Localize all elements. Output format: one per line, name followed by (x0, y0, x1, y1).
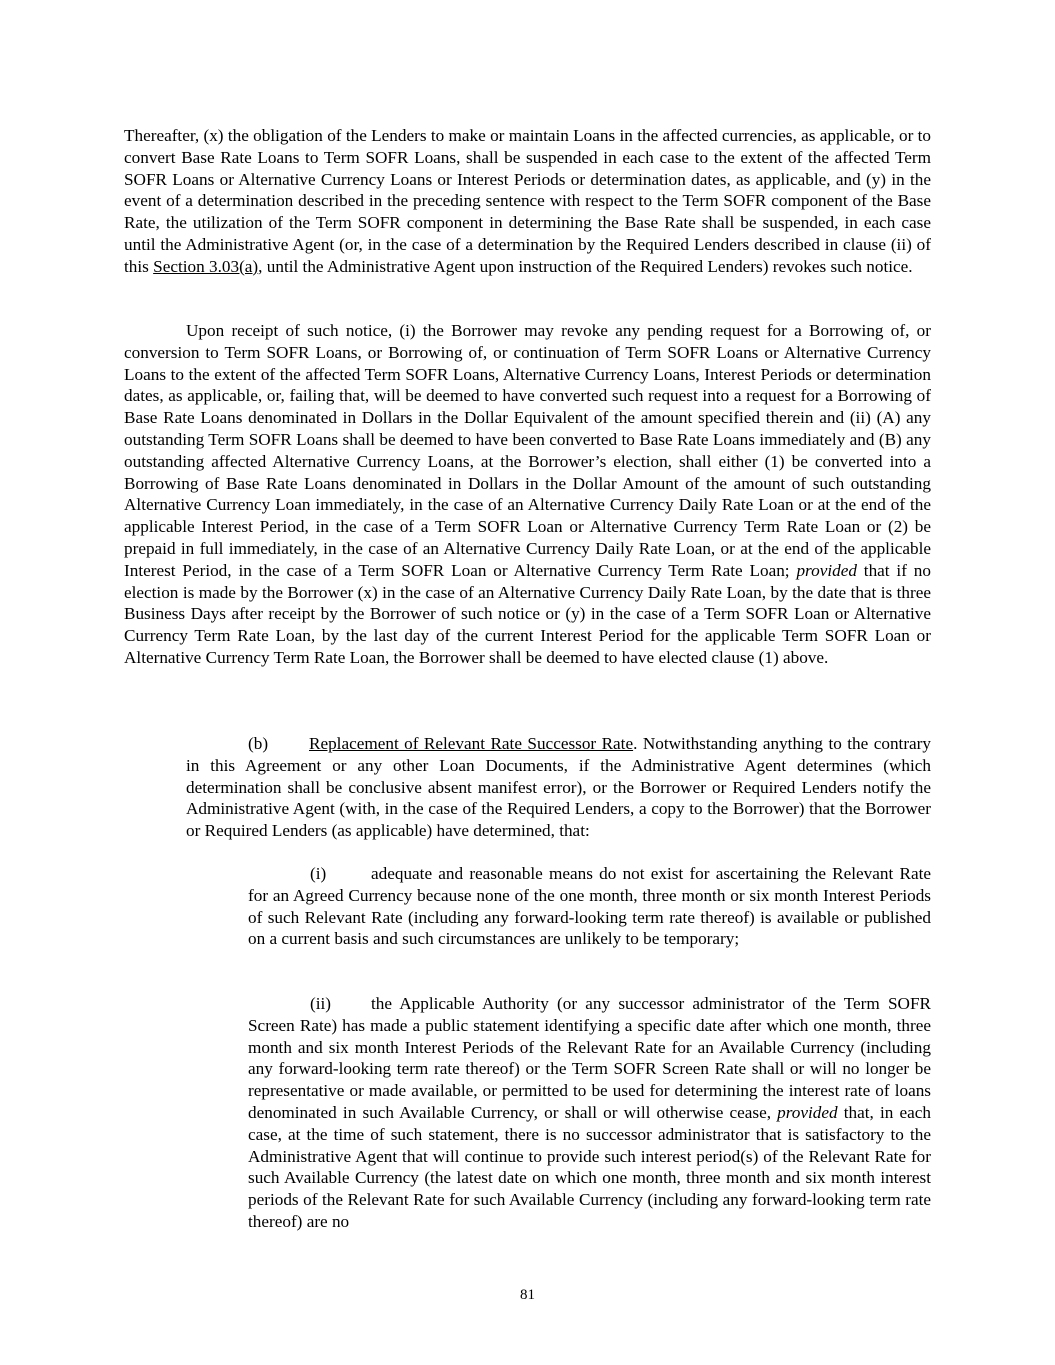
clause-ii (248, 993, 931, 1233)
paragraph-thereafter (124, 125, 931, 278)
clause-b (186, 733, 931, 842)
clause-label: (b) (248, 734, 269, 753)
italic-term: provided (796, 560, 857, 580)
italic-term: provided (777, 1102, 838, 1122)
clause-text: adequate and reasonable means do not exist for ascertaining the Relevant Rate for an Agreed Currency because none of the one month, three month or six month Interest Periods of such Relevant Rate (including any forward-looking term rate thereof) is available or published on a current basis and such circumstances are unlikely to be temporary; (248, 864, 931, 949)
clause-i (248, 863, 931, 950)
paragraph-text: that if no election is made by the Borrower (x) in the case of an Alternative Currency Daily Rate Loan, by the date that is three Business Days after receipt by the Borrower of such notice or (y) in the case of a Term SOFR Loan or Alternative Currency Term Rate Loan, by the last day of the current Interest Period for the applicable Term SOFR Loan or Alternative Currency Term Rate Loan, the Borrower shall be deemed to have elected clause (1) above. (124, 560, 931, 667)
page-number: 81 (520, 1287, 535, 1303)
paragraph-upon-receipt (124, 320, 931, 669)
clause-text: the Applicable Authority (or any successor administrator of the Term SOFR Screen Rate) has made a public statement identifying a specific date after which one month, three month and six month Interest Periods of the Relevant Rate for an Available Currency (including any forward-looking term rate thereof) or the Term SOFR Screen Rate shall or will no longer be representative or made available, or permitted to be used for determining the interest rate of loans denominated in such Available Currency, or shall or will otherwise cease, (248, 994, 931, 1122)
clause-heading: Replacement of Relevant Rate Successor Rate (309, 734, 634, 753)
section-reference: Section 3.03(a) (153, 256, 259, 276)
clause-label: (ii) (310, 994, 331, 1013)
paragraph-text: , until the Administrative Agent upon instruction of the Required Lenders) revokes such notice. (258, 256, 913, 276)
clause-text: . Notwithstanding anything to the contrary in this Agreement or any other Loan Documents, if the Administrative Agent determines (which determination shall be conclusive absent manifest error), or the Borrower or Required Lenders notify the Administrative Agent (with, in the case of the Required Lenders, a copy to the Borrower) that the Borrower or Required Lenders (as applicable) have determined, that: (186, 734, 931, 841)
paragraph-text: Upon receipt of such notice, (i) the Borrower may revoke any pending request for a Borrowing of, or conversion to Term SOFR Loans, or Borrowing of, or continuation of Term SOFR Loans or Alternative Currency Loans to the extent of the affected Term SOFR Loans, Alternative Currency Loans, Interest Periods or determination dates, as applicable, or, failing that, will be deemed to have converted such request into a request for a Borrowing of Base Rate Loans denominated in Dollars in the Dollar Equivalent of the amount specified therein and (ii) (A) any outstanding Term SOFR Loans shall be deemed to have been converted to Base Rate Loans immediately and (B) any outstanding affected Alternative Currency Loans, at the Borrower’s election, shall either (1) be converted into a Borrowing of Base Rate Loans denominated in Dollars in the Dollar Amount of the amount of such outstanding Alternative Currency Loan immediately, in the case of an Alternative Currency Daily Rate Loan or at the end of the applicable Interest Period, in the case of a Term SOFR Loan or Alternative Currency Term Rate Loan or (2) be prepaid in full immediately, in the case of an Alternative Currency Daily Rate Loan, or at the end of the applicable Interest Period, in the case of a Term SOFR Loan or Alternative Currency Term Rate Loan; (124, 321, 931, 580)
clause-text: that, in each case, at the time of such statement, there is no successor administrator that is satisfactory to the Administrative Agent that will continue to provide such interest period(s) of the Relevant Rate for such Available Currency (the latest date on which one month, three month and six month interest periods of the Relevant Rate for such Available Currency (including any forward-looking term rate thereof) are no (248, 1102, 931, 1231)
clause-label: (i) (310, 864, 327, 883)
paragraph-text: Thereafter, (x) the obligation of the Lenders to make or maintain Loans in the affected currencies, as applicable, or to convert Base Rate Loans to Term SOFR Loans, shall be suspended in each case to the extent of the affected Term SOFR Loans or Alternative Currency Loans or Interest Periods or determination dates, as applicable, and (y) in the event of a determination described in the preceding sentence with respect to the Term SOFR component of the Base Rate, the utilization of the Term SOFR component in determining the Base Rate shall be suspended, in each case until the Administrative Agent (or, in the case of a determination by the Required Lenders described in clause (ii) of this (124, 126, 931, 276)
